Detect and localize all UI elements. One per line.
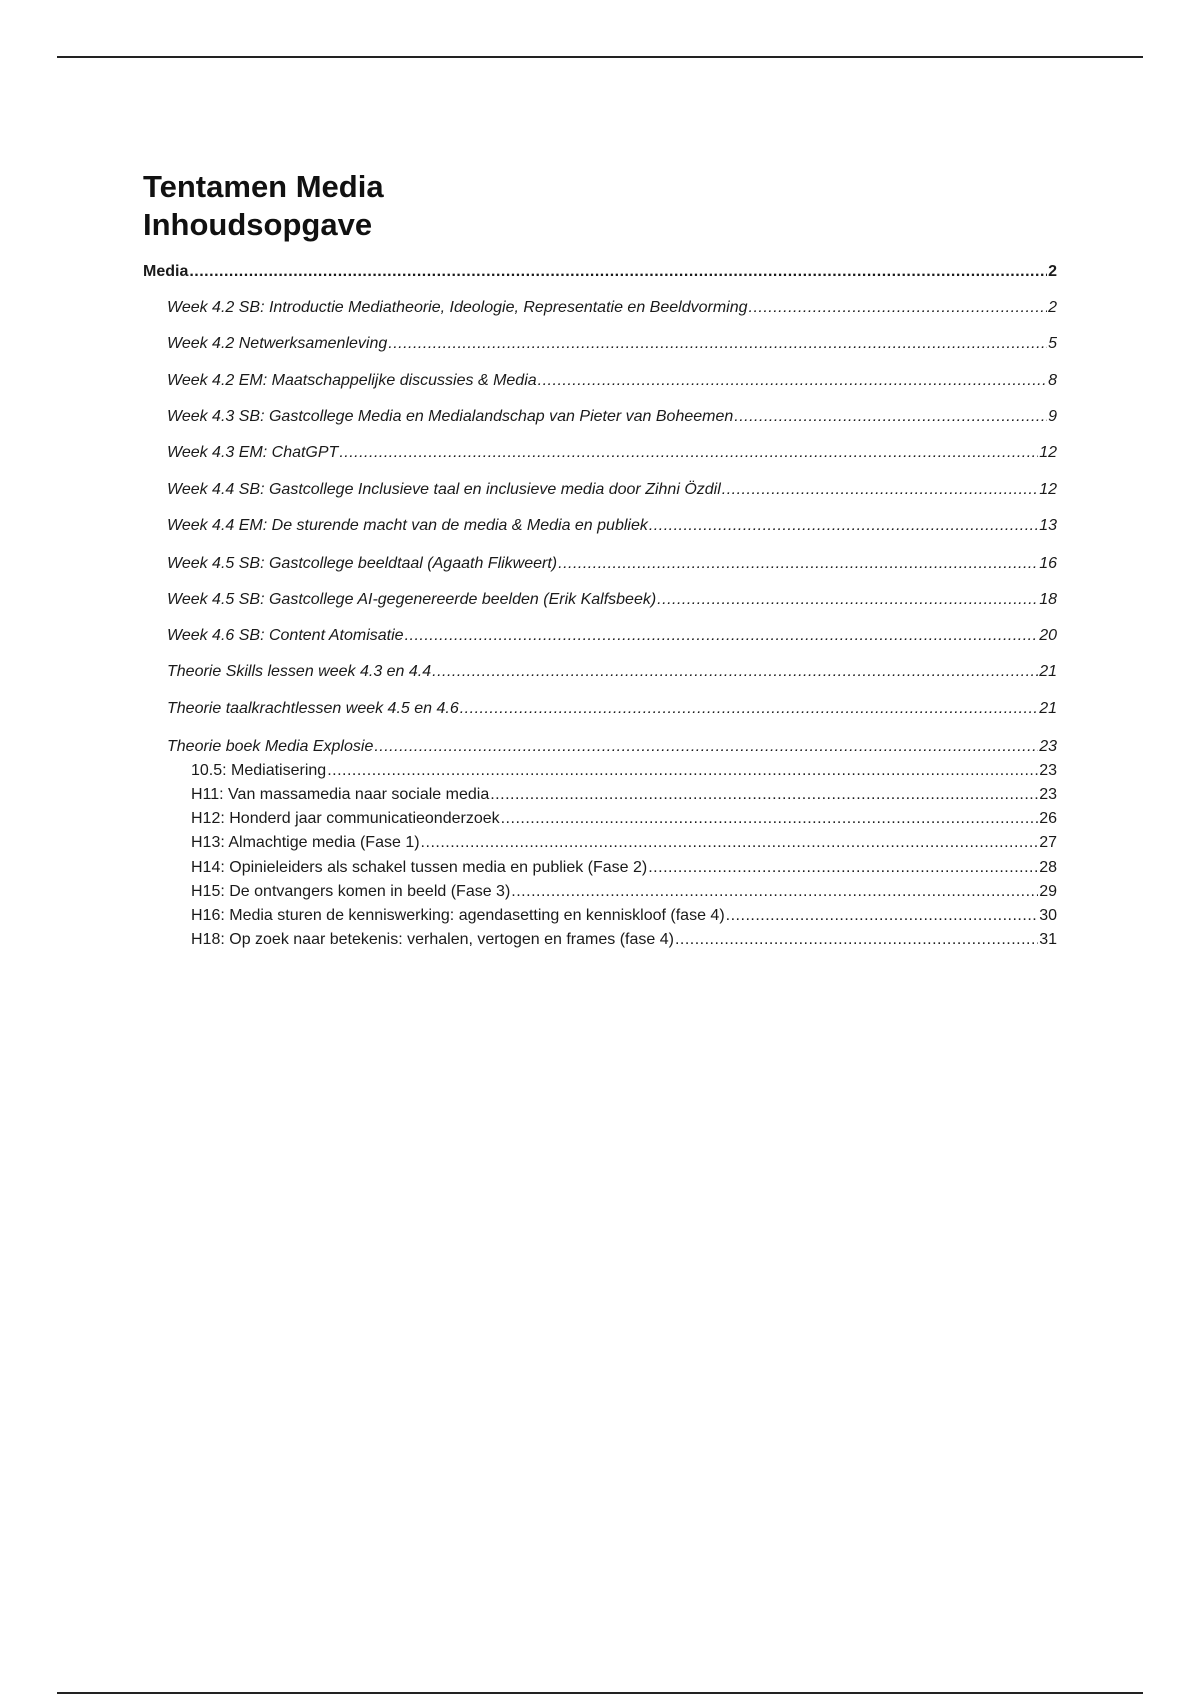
toc-entry-label: H14: Opinieleiders als schakel tussen media en publiek (Fase 2)	[191, 859, 648, 876]
document-body	[143, 168, 1057, 962]
toc-subentry[interactable]	[191, 882, 1057, 902]
toc-leader	[511, 882, 1038, 902]
toc-entry-label: Week 4.4 SB: Gastcollege Inclusieve taal en inclusieve media door Zihni Özdil	[167, 481, 721, 498]
toc-entry-label: Week 4.5 SB: Gastcollege AI-gegenereerde beelden (Erik Kalfsbeek)	[167, 591, 657, 608]
toc-leader	[327, 761, 1038, 781]
toc-entry-label: Theorie taalkrachtlessen week 4.5 en 4.6	[167, 700, 459, 717]
toc-leader	[675, 930, 1038, 950]
toc-entry-page: 12	[1039, 444, 1057, 461]
toc-leader	[734, 407, 1047, 427]
toc-entry[interactable]	[167, 407, 1057, 427]
toc-entry-page: 16	[1039, 555, 1057, 572]
toc-leader	[657, 590, 1038, 610]
toc-entry-page: 13	[1039, 517, 1057, 534]
toc-entry-label: Week 4.6 SB: Content Atomisatie	[167, 627, 404, 644]
toc-leader	[749, 298, 1048, 318]
toc-entry-label: H11: Van massamedia naar sociale media	[191, 786, 490, 803]
toc-entry-page: 30	[1039, 907, 1057, 924]
toc-entry-page: 29	[1039, 883, 1057, 900]
toc-entry-label: Week 4.2 SB: Introductie Mediatheorie, Ideologie, Representatie en Beeldvorming	[167, 299, 748, 316]
toc-leader	[421, 833, 1039, 853]
toc-leader	[339, 443, 1038, 463]
toc-entry-label: H16: Media sturen de kenniswerking: agendasetting en kenniskloof (fase 4)	[191, 907, 725, 924]
toc-entry-label: H13: Almachtige media (Fase 1)	[191, 834, 420, 851]
toc-entry-page: 8	[1048, 372, 1057, 389]
toc-entry[interactable]	[167, 554, 1057, 574]
table-of-contents	[143, 262, 1057, 962]
toc-entry[interactable]	[167, 699, 1057, 719]
toc-entry-page: 23	[1039, 762, 1057, 779]
toc-leader	[388, 334, 1047, 354]
toc-entry-page: 9	[1048, 408, 1057, 425]
footer-rule	[57, 1692, 1143, 1694]
toc-leader	[722, 480, 1038, 500]
toc-leader	[405, 626, 1039, 646]
toc-leader	[648, 858, 1038, 878]
toc-leader	[726, 906, 1039, 926]
toc-entry-page: 21	[1039, 663, 1057, 680]
toc-entry-page: 2	[1048, 263, 1057, 280]
toc-entry[interactable]	[167, 480, 1057, 500]
toc-entry-page: 21	[1039, 700, 1057, 717]
toc-entry-label: H12: Honderd jaar communicatieonderzoek	[191, 810, 500, 827]
toc-entry-page: 28	[1039, 859, 1057, 876]
toc-entry-page: 12	[1039, 481, 1057, 498]
toc-entry-page: 23	[1039, 738, 1057, 755]
toc-heading: Inhoudsopgave	[143, 207, 373, 242]
toc-entry-label: Week 4.2 EM: Maatschappelijke discussies & Media	[167, 372, 537, 389]
toc-entry-page: 27	[1039, 834, 1057, 851]
toc-entry[interactable]	[167, 662, 1057, 682]
toc-entry-label: 10.5: Mediatisering	[191, 762, 327, 779]
toc-entry-label: Week 4.4 EM: De sturende macht van de media & Media en publiek	[167, 517, 648, 534]
toc-entry-page: 5	[1048, 335, 1057, 352]
toc-entry-label: Week 4.5 SB: Gastcollege beeldtaal (Agaath Flikweert)	[167, 555, 558, 572]
toc-leader	[460, 699, 1038, 719]
toc-entry-label: Week 4.3 EM: ChatGPT	[167, 444, 339, 461]
toc-leader	[501, 809, 1039, 829]
toc-leader	[558, 554, 1038, 574]
toc-entry[interactable]	[167, 516, 1057, 536]
toc-subentry[interactable]	[191, 809, 1057, 829]
toc-entry-page: 26	[1039, 810, 1057, 827]
toc-entry-page: 31	[1039, 931, 1057, 948]
toc-entry[interactable]	[167, 443, 1057, 463]
toc-entry[interactable]	[167, 590, 1057, 610]
toc-entry-media[interactable]	[143, 262, 1057, 282]
toc-entry-label: Week 4.3 SB: Gastcollege Media en Medialandschap van Pieter van Boheemen	[167, 408, 734, 425]
toc-entry-label: Media	[143, 263, 189, 280]
toc-entry-page: 20	[1039, 627, 1057, 644]
toc-leader	[649, 516, 1038, 536]
toc-leader	[189, 262, 1047, 282]
toc-entry-label: Week 4.2 Netwerksamenleving	[167, 335, 388, 352]
toc-entry-label: H15: De ontvangers komen in beeld (Fase 3)	[191, 883, 511, 900]
toc-entry-label: H18: Op zoek naar betekenis: verhalen, vertogen en frames (fase 4)	[191, 931, 674, 948]
toc-subentry[interactable]	[191, 930, 1057, 950]
toc-subentry[interactable]	[191, 785, 1057, 805]
toc-entry-label: Theorie boek Media Explosie	[167, 738, 374, 755]
document-title: Tentamen Media	[143, 169, 384, 204]
toc-entry-page: 23	[1039, 786, 1057, 803]
toc-leader	[374, 737, 1038, 757]
toc-entry[interactable]	[167, 371, 1057, 391]
toc-leader	[490, 785, 1038, 805]
toc-entry-page: 18	[1039, 591, 1057, 608]
toc-entry[interactable]	[167, 626, 1057, 646]
toc-entry[interactable]	[167, 737, 1057, 757]
toc-entry-page: 2	[1048, 299, 1057, 316]
header-rule	[57, 56, 1143, 58]
toc-entry-label: Theorie Skills lessen week 4.3 en 4.4	[167, 663, 432, 680]
toc-subentry[interactable]	[191, 858, 1057, 878]
toc-subentry[interactable]	[191, 906, 1057, 926]
toc-leader	[432, 662, 1038, 682]
toc-subentry[interactable]	[191, 833, 1057, 853]
toc-leader	[538, 371, 1047, 391]
toc-entry[interactable]	[167, 334, 1057, 354]
toc-subentry[interactable]	[191, 761, 1057, 781]
toc-entry[interactable]	[167, 298, 1057, 318]
